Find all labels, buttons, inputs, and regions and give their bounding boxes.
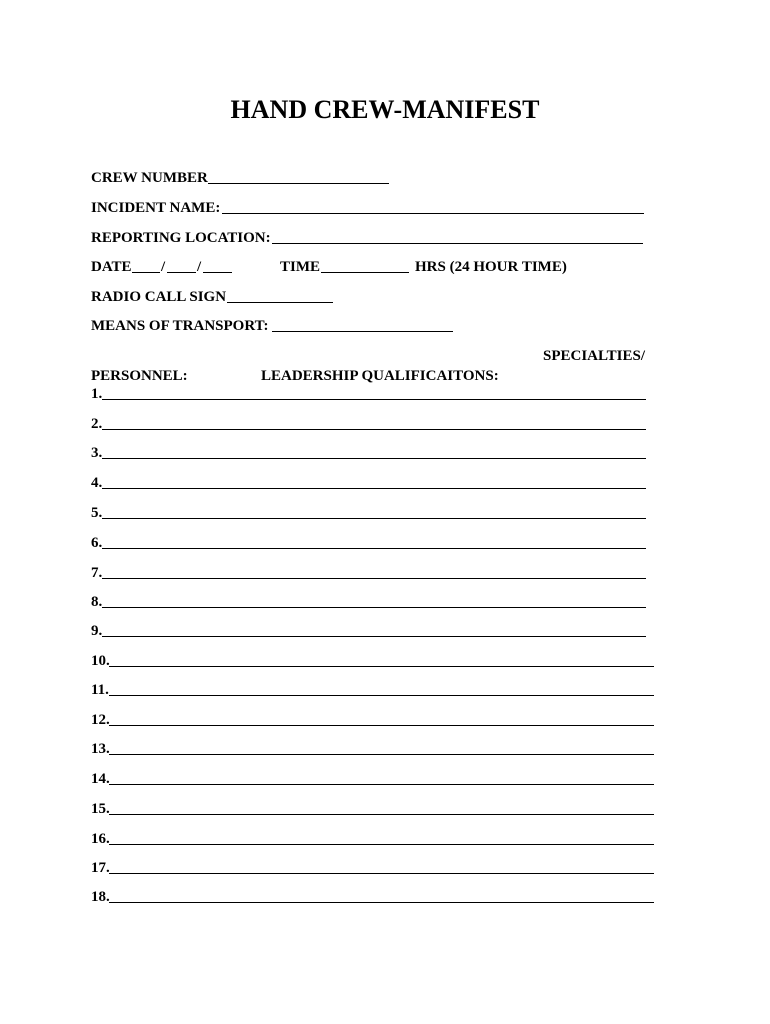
crew-number-label: CREW NUMBER	[91, 170, 208, 186]
entry-number: 3.	[91, 445, 103, 461]
time-label: TIME	[280, 259, 321, 275]
personnel-entry-field[interactable]	[109, 902, 654, 903]
personnel-entry	[91, 739, 654, 759]
personnel-entry	[91, 651, 654, 671]
crew-number-field[interactable]	[208, 183, 389, 184]
personnel-entry	[91, 887, 654, 907]
entry-number: 12.	[91, 712, 110, 728]
personnel-entry-field[interactable]	[109, 666, 654, 667]
entry-number: 11.	[91, 682, 109, 698]
entry-number: 9.	[91, 623, 103, 639]
entry-number: 17.	[91, 860, 110, 876]
date-separator: /	[197, 259, 202, 275]
radio-call-sign-row	[91, 287, 336, 307]
date-day-field[interactable]	[167, 272, 196, 273]
personnel-entry	[91, 533, 646, 553]
entry-number: 5.	[91, 505, 103, 521]
entry-number: 4.	[91, 475, 103, 491]
personnel-entry-field[interactable]	[102, 548, 646, 549]
incident-name-row	[91, 198, 646, 218]
date-time-row	[91, 257, 581, 277]
means-of-transport-row	[91, 316, 456, 336]
entry-number: 14.	[91, 771, 110, 787]
entry-number: 6.	[91, 535, 103, 551]
personnel-entry	[91, 563, 646, 583]
personnel-entry-field[interactable]	[102, 578, 646, 579]
personnel-entry	[91, 769, 654, 789]
personnel-entry-field[interactable]	[109, 844, 654, 845]
personnel-entry-field[interactable]	[102, 636, 646, 637]
date-year-field[interactable]	[203, 272, 232, 273]
radio-call-sign-field[interactable]	[227, 302, 333, 303]
personnel-entry	[91, 621, 646, 641]
entry-number: 1.	[91, 386, 103, 402]
entry-number: 10.	[91, 653, 110, 669]
personnel-entry-field[interactable]	[102, 399, 646, 400]
personnel-entry-field[interactable]	[102, 518, 646, 519]
incident-name-label: INCIDENT NAME:	[91, 200, 221, 216]
personnel-entry	[91, 680, 654, 700]
personnel-entry	[91, 592, 646, 612]
personnel-entry-field[interactable]	[102, 607, 646, 608]
personnel-entry-field[interactable]	[109, 873, 654, 874]
entry-number: 8.	[91, 594, 103, 610]
incident-name-field[interactable]	[222, 213, 644, 214]
personnel-entry	[91, 799, 654, 819]
crew-number-row	[91, 168, 391, 188]
personnel-entry-field[interactable]	[109, 725, 654, 726]
personnel-entry-field[interactable]	[102, 429, 646, 430]
date-month-field[interactable]	[132, 272, 160, 273]
personnel-entry	[91, 503, 646, 523]
entry-number: 7.	[91, 565, 103, 581]
reporting-location-row	[91, 228, 646, 248]
means-of-transport-label: MEANS OF TRANSPORT:	[91, 318, 269, 334]
personnel-label: PERSONNEL:	[91, 368, 188, 384]
entry-number: 18.	[91, 889, 110, 905]
personnel-entry	[91, 414, 646, 434]
personnel-entry-field[interactable]	[109, 695, 654, 696]
entry-number: 13.	[91, 741, 110, 757]
personnel-entry-field[interactable]	[102, 488, 646, 489]
means-of-transport-field[interactable]	[272, 331, 453, 332]
reporting-location-field[interactable]	[272, 243, 643, 244]
personnel-entry-field[interactable]	[102, 458, 646, 459]
hrs-label: HRS (24 HOUR TIME)	[415, 259, 567, 275]
page-title: HAND CREW-MANIFEST	[230, 95, 540, 124]
personnel-entry-field[interactable]	[109, 754, 654, 755]
date-label: DATE	[91, 259, 132, 275]
date-separator: /	[161, 259, 166, 275]
personnel-entry-field[interactable]	[109, 814, 654, 815]
leadership-qualifications-label: LEADERSHIP QUALIFICAITONS:	[261, 368, 499, 384]
specialties-label: SPECIALTIES/	[543, 348, 645, 364]
personnel-entry-field[interactable]	[109, 784, 654, 785]
personnel-entry	[91, 710, 654, 730]
time-field[interactable]	[321, 272, 409, 273]
personnel-entry	[91, 829, 654, 849]
radio-call-sign-label: RADIO CALL SIGN	[91, 289, 227, 305]
entry-number: 16.	[91, 831, 110, 847]
specialties-header	[543, 346, 653, 366]
column-headers	[91, 366, 541, 386]
entry-number: 2.	[91, 416, 103, 432]
personnel-entry	[91, 384, 646, 404]
reporting-location-label: REPORTING LOCATION:	[91, 230, 271, 246]
personnel-entry	[91, 443, 646, 463]
personnel-entry	[91, 858, 654, 878]
personnel-entry	[91, 473, 646, 493]
entry-number: 15.	[91, 801, 110, 817]
